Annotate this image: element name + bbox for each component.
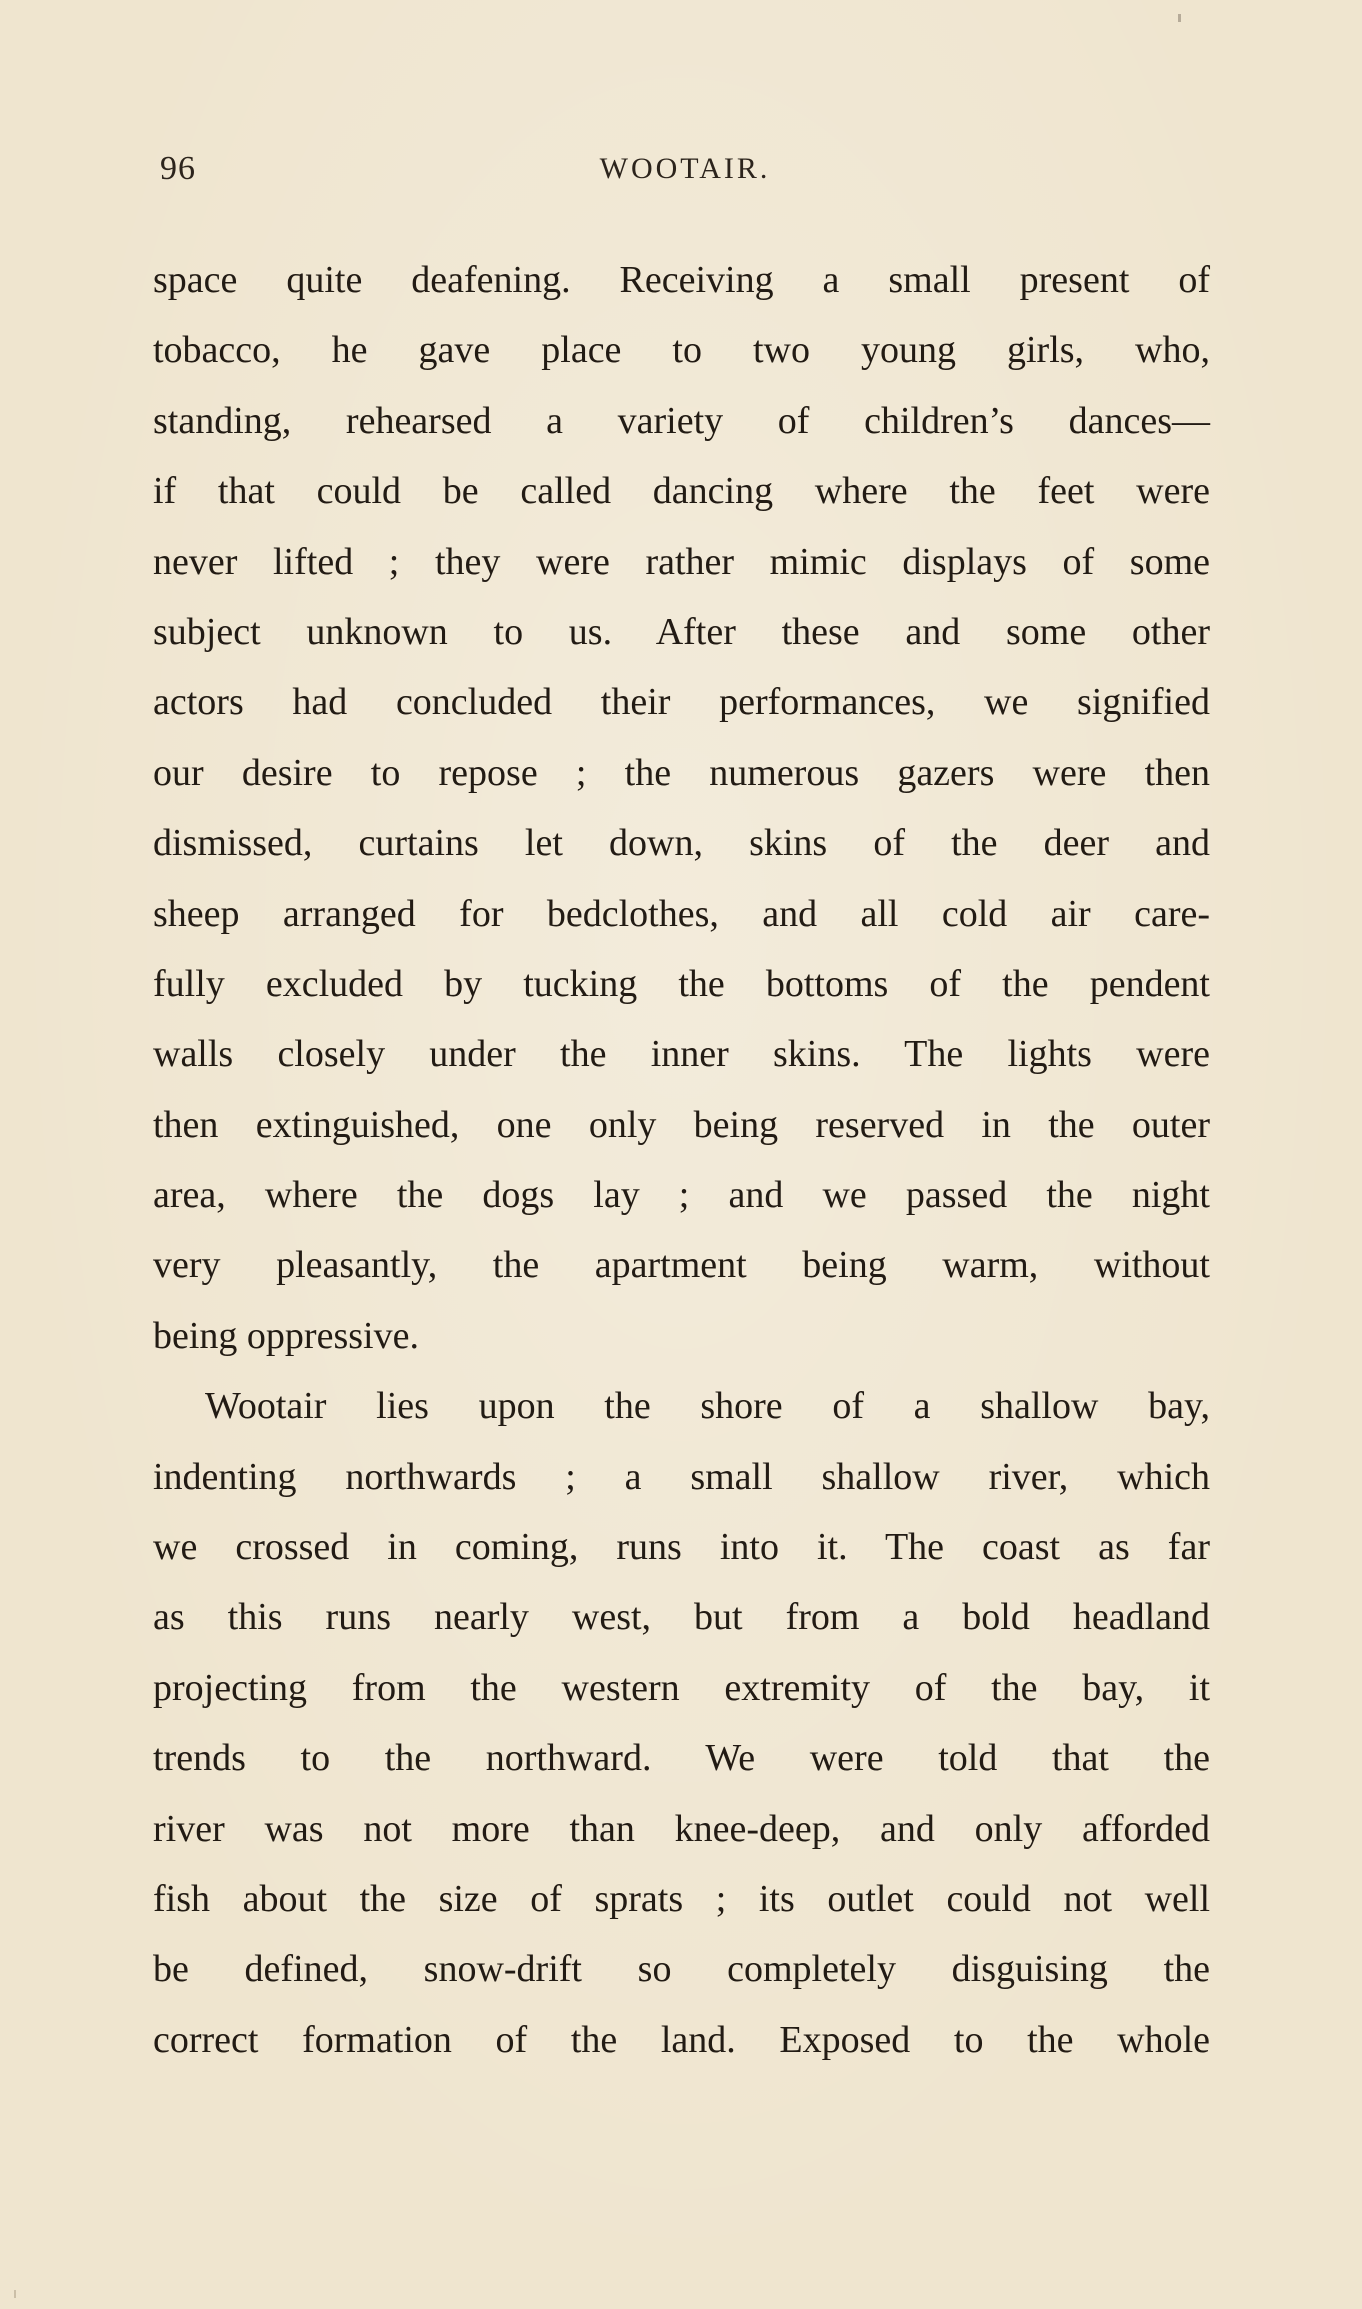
text-line: never lifted ; they were rather mimic displays of some [153,540,1210,583]
text-line: subject unknown to us. After these and some other [153,610,1210,653]
text-line: our desire to repose ; the numerous gazers were then [153,751,1210,794]
text-line: fish about the size of sprats ; its outlet could not well [153,1877,1210,1920]
text-line: tobacco, he gave place to two young girls, who, [153,329,1210,372]
text-line: river was not more than knee-deep, and only afforded [153,1807,1210,1850]
text-line: dismissed, curtains let down, skins of the deer and [153,822,1210,865]
text-line: if that could be called dancing where the feet were [153,470,1210,513]
text-line: indenting northwards ; a small shallow river, which [153,1455,1210,1498]
text-line: space quite deafening. Receiving a small present of [153,259,1210,301]
page-number: 96 [160,150,196,187]
text-line: as this runs nearly west, but from a bold headland [153,1596,1210,1639]
paragraph-end-line: being oppressive. [153,1314,419,1357]
text-line: sheep arranged for bedclothes, and all cold air care- [153,892,1210,935]
text-line: correct formation of the land. Exposed to the whole [153,2018,1210,2061]
text-line: fully excluded by tucking the bottoms of the pendent [153,962,1210,1005]
paragraph-start-line: Wootair lies upon the shore of a shallow bay, [205,1385,1210,1428]
running-title: WOOTAIR. [599,152,771,185]
text-line: then extinguished, one only being reserved in the outer [153,1103,1210,1146]
text-line: walls closely under the inner skins. The lights were [153,1033,1210,1076]
text-line: trends to the northward. We were told that the [153,1737,1210,1780]
text-line: projecting from the western extremity of the bay, it [153,1666,1210,1709]
body-text [153,245,1210,2075]
text-line: standing, rehearsed a variety of children’s dances— [153,399,1210,442]
text-line: we crossed in coming, runs into it. The coast as far [153,1526,1210,1569]
text-line: be defined, snow-drift so completely disguising the [153,1948,1210,1991]
paper-speck [1178,14,1181,22]
text-line: area, where the dogs lay ; and we passed the night [153,1174,1210,1217]
text-line: very pleasantly, the apartment being warm, without [153,1244,1210,1287]
paper-speck [14,2290,16,2298]
running-head [160,150,1210,210]
text-line: actors had concluded their performances, we signified [153,681,1210,724]
